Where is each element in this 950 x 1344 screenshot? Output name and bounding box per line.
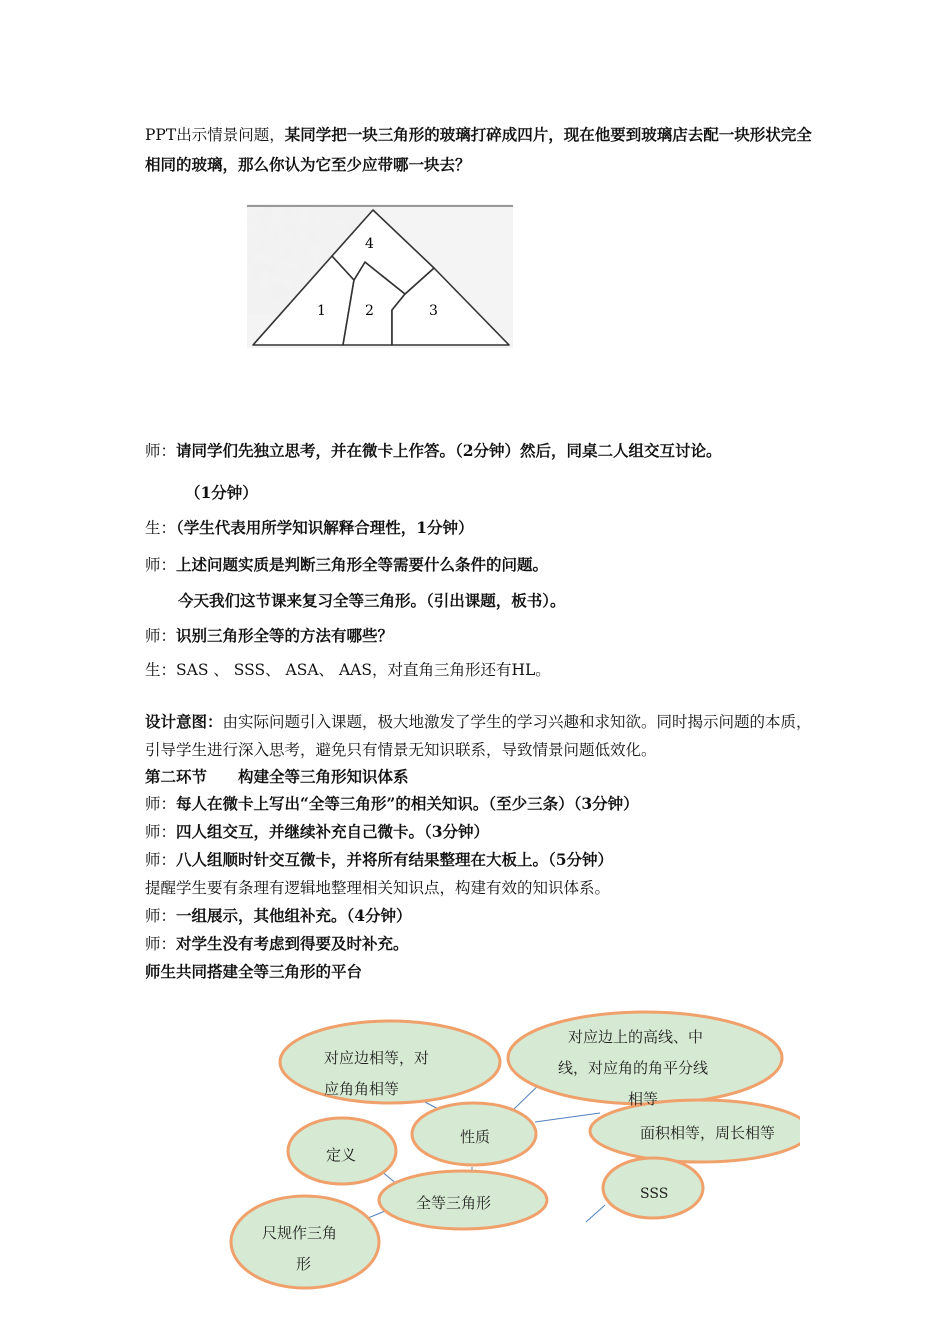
section2-text: 八人组顺时针交互微卡，并将所有结果整理在大板上。（5分钟）	[176, 850, 614, 869]
node-compass-construction	[231, 1196, 379, 1288]
section2-line-1	[145, 793, 639, 815]
node-label-n8-line1: 尺规作三角	[262, 1224, 338, 1242]
speaker-label: 师：	[145, 795, 177, 813]
speaker-label: 生：	[145, 519, 177, 537]
node-label-n1-line1: 对应边相等，对	[324, 1049, 430, 1067]
piece-label-2: 2	[365, 303, 374, 319]
connector-n3-n4	[535, 1113, 600, 1122]
node-label-n8-line2: 形	[296, 1255, 312, 1273]
piece-label-3: 3	[429, 303, 438, 319]
design-intent-text: 由实际问题引入课题，极大地激发了学生的学习兴趣和求知欲。同时揭示问题的本质，引导学生进行深入思考，避免只有情景无知识联系，导致情景问题低效化。	[145, 713, 812, 759]
section2-text: 每人在微卡上写出“全等三角形”的相关知识。（至少三条）（3分钟）	[176, 794, 639, 813]
node-label-n6: 全等三角形	[416, 1194, 492, 1212]
dialogue-line-1	[145, 440, 722, 462]
node-label-n2-line2: 线，对应角的角平分线	[558, 1059, 709, 1077]
mindmap-nodes	[231, 1012, 800, 1288]
section2-text: 对学生没有考虑到得要及时补充。	[176, 934, 409, 953]
dialogue-text: 请同学们先独立思考，并在微卡上作答。（2分钟）然后，同桌二人组交互讨论。	[176, 441, 722, 460]
design-intent	[145, 708, 815, 764]
dialogue-text: 识别三角形全等的方法有哪些？	[176, 626, 394, 645]
node-label-n2-line1: 对应边上的高线、中	[568, 1028, 704, 1046]
dialogue-text: 今天我们这节课来复习全等三角形。（引出课题，板书）。	[178, 591, 566, 610]
dialogue-text: （学生代表用所学知识解释合理性，1分钟）	[176, 518, 474, 537]
congruent-triangle-mindmap	[220, 1010, 800, 1295]
design-intent-label: 设计意图：	[145, 712, 223, 731]
speaker-label: 师：	[145, 627, 177, 645]
speaker-label: 生：	[145, 661, 177, 679]
section2-text: 一组展示，其他组补充。（4分钟）	[176, 906, 412, 925]
section2-line-2	[145, 821, 489, 843]
speaker-label: 师：	[145, 556, 177, 574]
node-label-n4: 面积相等，周长相等	[640, 1124, 776, 1142]
node-label-n2-line3: 相等	[628, 1090, 659, 1108]
speaker-label: 师：	[145, 442, 177, 460]
node-label-n7: SSS	[640, 1186, 669, 1202]
connector-n7	[586, 1205, 605, 1222]
section2-closing: 师生共同搭建全等三角形的平台	[145, 962, 363, 981]
broken-triangle-figure	[247, 200, 517, 348]
dialogue-line-4	[145, 554, 548, 576]
piece-label-1: 1	[317, 303, 326, 319]
section2-line-4: 提醒学生要有条理有逻辑地整理相关知识点，构建有效的知识体系。	[145, 879, 611, 897]
speaker-label: 师：	[145, 851, 177, 869]
dialogue-text: （1分钟）	[185, 483, 258, 502]
section2-text: 四人组交互，并继续补充自己微卡。（3分钟）	[176, 822, 490, 841]
section2-line-3	[145, 849, 613, 871]
dialogue-line-7	[145, 659, 551, 681]
speaker-label: 师：	[145, 935, 177, 953]
dialogue-text: 上述问题实质是判断三角形全等需要什么条件的问题。	[176, 555, 549, 574]
intro-question: 某同学把一块三角形的玻璃打碎成四片，现在他要到玻璃店去配一块形状完全相同的玻璃，那么你认为它至少应带哪一块去？	[145, 125, 812, 174]
speaker-label: 师：	[145, 907, 177, 925]
dialogue-text: SAS 、 SSS、 ASA、 AAS，对直角三角形还有HL。	[176, 661, 551, 679]
node-label-n1-line2: 应角角相等	[324, 1080, 400, 1098]
node-label-n3: 性质	[460, 1128, 491, 1146]
section2-title: 第二环节 构建全等三角形知识体系	[145, 767, 409, 786]
intro-paragraph	[145, 120, 815, 180]
dialogue-line-2	[185, 482, 258, 504]
intro-prefix: PPT出示情景问题，	[145, 126, 285, 144]
node-label-n5: 定义	[326, 1146, 357, 1164]
dialogue-line-3	[145, 517, 474, 539]
piece-label-4: 4	[365, 236, 374, 252]
dialogue-line-6	[145, 625, 393, 647]
speaker-label: 师：	[145, 823, 177, 841]
section2-line-5	[145, 905, 412, 927]
section2-line-6	[145, 933, 409, 955]
dialogue-line-5	[178, 590, 566, 612]
